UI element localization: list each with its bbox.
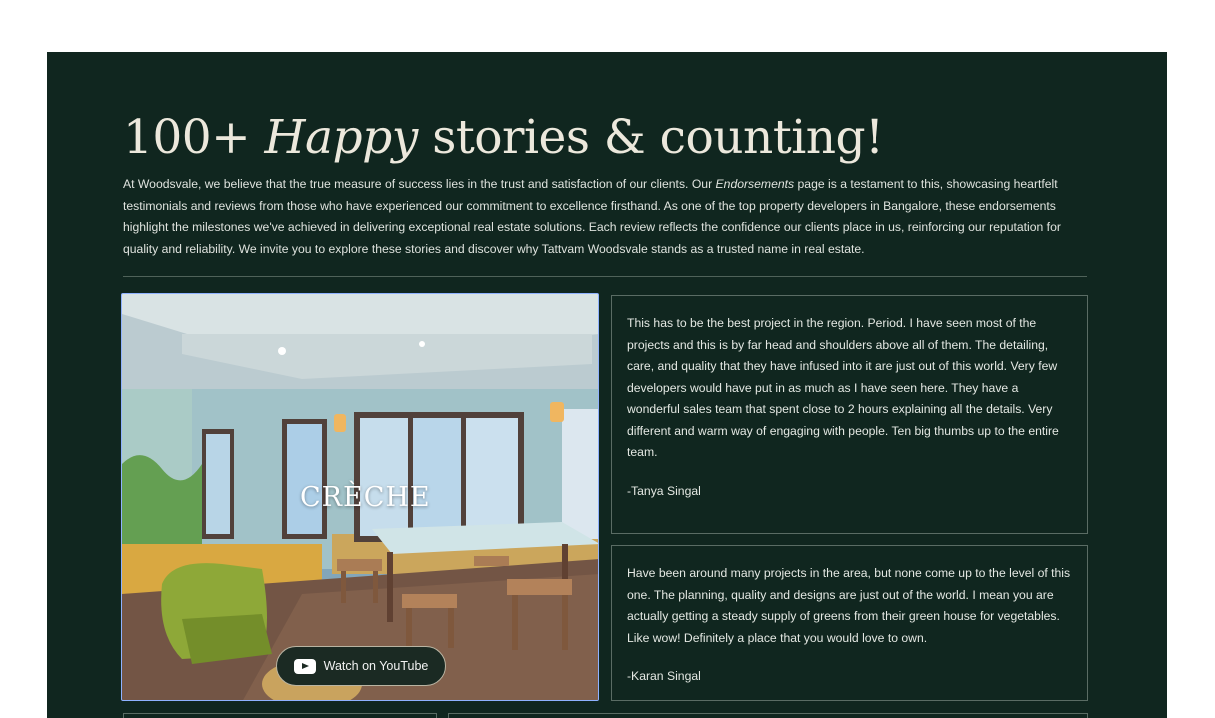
testimonial-card-partial: [448, 713, 1088, 718]
section-divider: [123, 276, 1087, 277]
testimonial-card-partial: [123, 713, 437, 718]
testimonial-text: This has to be the best project in the region. Period. I have seen most of the projects and this is by far head and shoulders above all of them. The detailing, care, and quality that they have infused into it are just out of this world. Very few developers would have put in as much as I have seen here. They have a wonderful sales team that spent close to 2 hours explaining all the details. Very different and warm way of engaging with people. Ten big thumbs up to the entire team.: [627, 316, 1059, 459]
testimonial-text: Have been around many projects in the area, but none come up to the level of this one. The planning, quality and designs are just out of the world. I mean you are actually getting a steady supply of greens from their green house for vegetables. Like wow! Definitely a place that you would love to own.: [627, 566, 1071, 645]
page-title: [123, 108, 883, 168]
endorsements-section: [47, 52, 1167, 718]
video-embed[interactable]: [121, 293, 599, 701]
intro-text-before: At Woodsvale, we believe that the true measure of success lies in the trust and satisfaction of our clients. Our: [123, 177, 716, 191]
watch-on-youtube-label: Watch on YouTube: [323, 659, 429, 673]
testimonial-card: [611, 545, 1088, 701]
youtube-icon: [294, 659, 316, 674]
title-prefix: 100+: [123, 110, 265, 165]
testimonial-author: -Karan Singal: [627, 669, 701, 683]
title-suffix: stories & counting!: [417, 110, 884, 165]
watch-on-youtube-button[interactable]: [276, 646, 446, 686]
intro-emphasis: Endorsements: [715, 177, 795, 191]
intro-paragraph: [123, 174, 1089, 260]
video-caption: CRÈCHE: [300, 482, 431, 513]
testimonial-card: [611, 295, 1088, 534]
testimonial-author: -Tanya Singal: [627, 483, 701, 498]
title-emphasis: Happy: [264, 110, 418, 165]
intro-text-after: page is a testament to this, showcasing heartfelt testimonials and reviews from those who have experienced our commitment to excellence firsthand. As one of the top property developers in Bangalore, these endorsements highlight the milestones we've achieved in delivering exceptional real estate solutions. Each review reflects the confidence our clients place in us, reinforcing our reputation for quality and reliability. We invite you to explore these stories and discover why Tattvam Woodsvale stands as a trusted name in real estate.: [123, 177, 1061, 256]
